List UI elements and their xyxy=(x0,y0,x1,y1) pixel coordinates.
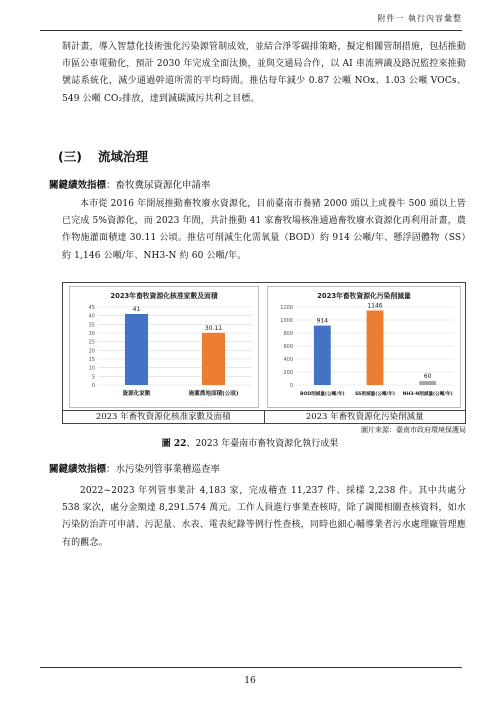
section-title: 流域治理 xyxy=(98,149,149,164)
x-tick-label: SS削減量(公噸/年) xyxy=(355,392,395,397)
data-label: 1146 xyxy=(367,302,383,310)
bar xyxy=(419,381,436,385)
kpi-heading-2 xyxy=(49,461,220,475)
paragraph-3: 2022~2023 年列管事業計 4,183 家，完成稽查 11,237 件、採樣 2,238 件。其中共處分 538 家次，處分金額達 8,291.574 萬元。工作人員進行事業查核時，除了調閱相關查核資料，如水污染防治許可申請、污泥量、水表、電表紀錄等例行性查核，同時也細心輔導業者污水處理廠管理應有的觀念。 xyxy=(62,486,466,548)
data-label: 30.11 xyxy=(204,324,223,332)
x-tick-label: NH3-N削減量(公噸/年) xyxy=(402,392,453,397)
y-tick-label: 25 xyxy=(88,339,95,346)
figure-title-text: 、2023 年臺南市畜牧資源化執行成果 xyxy=(186,439,339,449)
y-tick-label: 1000 xyxy=(280,318,293,324)
kpi-text: ：水污染列管事業稽巡查率 xyxy=(106,464,221,475)
chart-left-box xyxy=(69,286,259,408)
y-tick-label: 0 xyxy=(91,383,95,389)
x-tick-label: 資源化家數 xyxy=(122,391,151,397)
bar xyxy=(367,311,384,385)
section-heading xyxy=(58,147,148,165)
chart-right xyxy=(268,287,460,407)
page-number: 16 xyxy=(244,676,256,686)
bar xyxy=(202,333,225,385)
figure-number: 圖 22 xyxy=(161,439,187,449)
y-tick-label: 5 xyxy=(91,374,95,381)
figure-caption-row xyxy=(62,410,466,424)
bar xyxy=(314,326,331,385)
figure-title xyxy=(0,436,500,449)
x-tick-label: BOD削減量(公噸/年) xyxy=(299,392,345,397)
data-label: 914 xyxy=(316,317,329,325)
y-tick-label: 1200 xyxy=(280,305,293,311)
caption-right: 2023 年畜牧資源化污染削減量 xyxy=(305,412,424,422)
data-label: 60 xyxy=(423,373,432,381)
y-tick-label: 30 xyxy=(88,331,95,337)
kpi-label: 關鍵績效指標 xyxy=(49,180,107,191)
caption-left: 2023 年畜牧資源化核准家數及面積 xyxy=(63,411,265,423)
y-tick-label: 600 xyxy=(283,344,293,350)
page-header: 附件一 執行內容彙整 xyxy=(40,8,462,31)
chart-title: 2023年畜牧資源化核准家數及面積 xyxy=(110,292,218,300)
y-tick-label: 0 xyxy=(289,383,293,389)
section-number: (三) xyxy=(58,149,82,164)
y-tick-label: 400 xyxy=(283,357,293,363)
y-tick-label: 35 xyxy=(88,322,95,329)
figure-source: 圖片來源：臺南市政府環境保護局 xyxy=(361,426,466,434)
y-tick-label: 20 xyxy=(88,348,95,355)
data-label: 41 xyxy=(132,305,141,313)
figure-frame xyxy=(62,282,466,424)
y-tick-label: 10 xyxy=(88,365,95,372)
kpi-heading-1 xyxy=(49,177,211,191)
x-tick-label: 施灌農地面積(公頃) xyxy=(188,391,239,397)
kpi-label: 關鍵績效指標 xyxy=(49,464,107,475)
chart-left xyxy=(70,287,258,407)
chart-right-box xyxy=(267,286,461,408)
y-tick-label: 40 xyxy=(88,313,95,320)
y-tick-label: 45 xyxy=(88,305,95,311)
kpi-text: ：畜牧糞尿資源化申請率 xyxy=(106,180,211,191)
y-tick-label: 15 xyxy=(88,357,95,363)
bar xyxy=(125,314,148,385)
chart-title: 2023年畜牧資源化污染削減量 xyxy=(317,292,411,300)
paragraph-1: 制計畫，導入智慧化技術強化污染源管制成效，並結合淨零碳排策略，擬定相關管制措施，包括推動市區公車電動化，預計 2030 年完成全面汰換，並與交通局合作，以 AI 車流辨識及路況監控來推動號誌系統化，減少通過幹道所需的平均時間。推估每年減少 0.87 公噸 NOx、1.03 公噸 VOCs、549 公噸 CO₂排放，達到減碳減污共利之目標。 xyxy=(62,42,466,104)
footer-rule xyxy=(40,667,462,668)
y-tick-label: 800 xyxy=(283,331,293,337)
paragraph-2: 本市從 2016 年開展推動畜牧廢水資源化，目前臺南市養豬 2000 頭以上或養牛 500 頭以上皆已完成 5%資源化，而 2023 年間，共計推動 41 家畜牧場核准通過畜牧廢水資源化再利用計畫，農作物施灌面積達 30.11 公頃。推估可削減生化需氧量（BOD）約 914 公噸/年、懸浮固體物（SS）約 1,146 公噸/年、NH3-N 約 60 公噸/年。 xyxy=(62,199,466,261)
y-tick-label: 200 xyxy=(283,370,293,376)
